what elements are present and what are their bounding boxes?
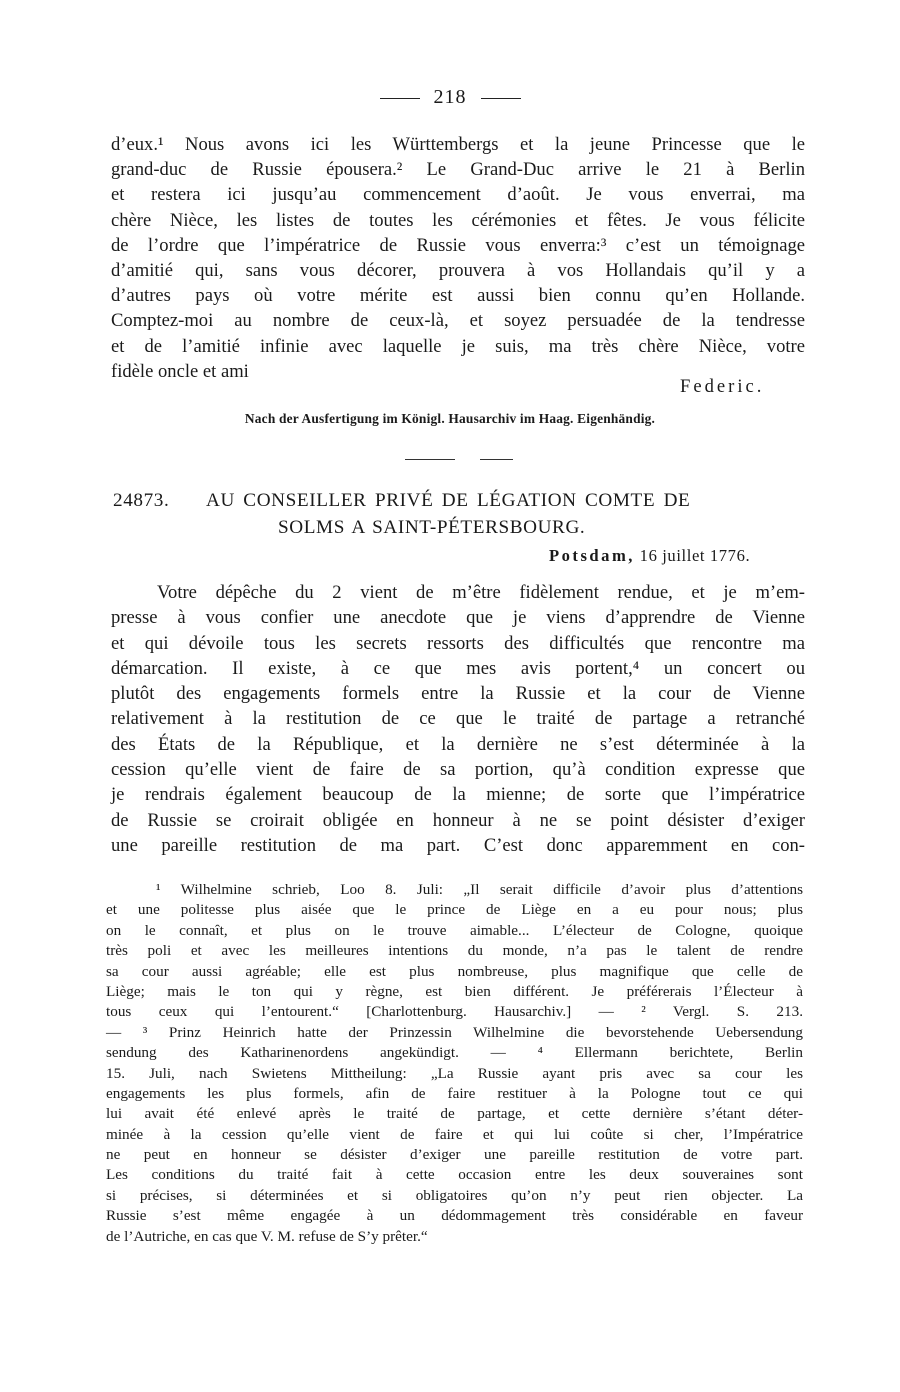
text-line: chère Nièce, les listes de toutes les cérémonies et fêtes. Je vous félicite <box>111 209 805 231</box>
dateline <box>549 546 750 566</box>
section-rule-left <box>405 459 455 460</box>
text-line: je rendrais également beaucoup de la mienne; de sorte que l’impératrice <box>111 784 805 806</box>
footnote-line: très poli et avec les meilleures intentions du monde, n’a pas le talent de rendre <box>106 942 803 960</box>
text-line: d’eux.¹ Nous avons ici les Württembergs et la jeune Princesse que le <box>111 134 805 155</box>
footnote-line: sa cour aussi agréable; elle est plus nombreuse, plus magnifique que celle de <box>106 962 803 980</box>
footnote-line: minée à la cession qu’elle vient de faire et qui lui coûte si cher, l’Impératrice <box>106 1125 803 1143</box>
letter-title-line1: AU CONSEILLER PRIVÉ DE LÉGATION COMTE DE <box>206 490 691 511</box>
letter-body <box>111 580 805 858</box>
letter-closing-text <box>111 132 805 384</box>
section-rule-right <box>480 459 513 460</box>
page-number: 218 <box>433 86 467 108</box>
footnote-line: de l’Autriche, en cas que V. M. refuse de S’y prêter.“ <box>106 1227 428 1245</box>
text-line: plutôt des engagements formels entre la Russie et la cour de Vienne <box>111 683 805 705</box>
footnote-line: 15. Juli, nach Swietens Mittheilung: „La Russie ayant pris avec sa cour les <box>106 1064 803 1082</box>
footnote-line: ne peut en honneur se désister d’exiger une pareille restitution de votre part. <box>106 1146 803 1164</box>
footnotes <box>106 880 803 1247</box>
header-dash-left <box>380 98 420 99</box>
header-dash-right <box>481 98 521 99</box>
footnote-line: Russie s’est même engagée à un dédommagement très considérable en faveur <box>106 1207 803 1225</box>
text-line: et qui dévoile tous les secrets ressorts des difficultés que rencontre ma <box>111 632 805 654</box>
text-line: d’amitié qui, sans vous décorer, prouvera à vos Hollandais qu’il y a <box>111 259 805 281</box>
footnote-line: on le connaît, et plus on le trouve aimable... L’électeur de Cologne, quoique <box>106 921 803 939</box>
footnote-line: et une politesse plus aisée que le prince de Liège en a eu pour nous; plus <box>106 901 803 919</box>
footnote-line: engagements les plus formels, afin de faire restituer à la Pologne tout ce qui <box>106 1084 803 1102</box>
text-line: Comptez-moi au nombre de ceux-là, et soyez persuadée de la tendresse <box>111 310 805 332</box>
footnote-line: Liège; mais le ton qui y règne, est bien différent. Je préférerais l’Électeur à <box>106 982 803 1000</box>
text-line: fidèle oncle et ami <box>111 360 249 382</box>
text-line: Votre dépêche du 2 vient de m’être fidèlement rendue, et je m’em- <box>157 582 805 603</box>
text-line: de l’ordre que l’impératrice de Russie vous enverra:³ c’est un témoignage <box>111 234 805 256</box>
page-header <box>0 86 900 109</box>
footnote-line: si précises, si déterminées et si obligatoires qu’on n’y peut rien objecter. La <box>106 1186 803 1204</box>
dateline-place: Potsdam, <box>549 546 635 565</box>
footnote-line: sendung des Katharinenordens angekündigt. — ⁴ Ellermann berichtete, Berlin <box>106 1044 803 1062</box>
footnote-line: ¹ Wilhelmine schrieb, Loo 8. Juli: „Il serait difficile d’avoir plus d’attentions <box>156 881 803 898</box>
footnote-line: tous ceux qui l’entourent.“ [Charlottenburg. Hausarchiv.] — ² Vergl. S. 213. <box>106 1003 803 1021</box>
text-line: une pareille restitution de ma part. C’est donc apparemment en con- <box>111 834 805 856</box>
source-note: Nach der Ausfertigung im Königl. Hausarchiv im Haag. Eigenhändig. <box>244 411 656 426</box>
text-line: relativement à la restitution de ce que le traité de partage a retranché <box>111 708 805 730</box>
text-line: grand-duc de Russie épousera.² Le Grand-Duc arrive le 21 à Berlin <box>111 159 805 181</box>
dateline-date: 16 juillet 1776. <box>639 546 751 565</box>
signature: Federic. <box>680 376 765 397</box>
text-line: des États de la République, et la dernière ne s’est déterminée à la <box>111 733 805 755</box>
letter-number: 24873. <box>113 490 170 511</box>
text-line: et restera ici jusqu’au commencement d’août. Je vous enverrai, ma <box>111 184 805 206</box>
text-line: d’autres pays où votre mérite est aussi bien connu qu’en Hollande. <box>111 285 805 307</box>
footnote-line: Les conditions du traité fait à cette occasion entre les deux souveraines sont <box>106 1166 803 1184</box>
text-line: presse à vous confier une anecdote que je viens d’apprendre de Vienne <box>111 607 805 629</box>
letter-title-line2: SOLMS A SAINT-PÉTERSBOURG. <box>278 517 586 538</box>
footnote-line: — ³ Prinz Heinrich hatte der Prinzessin Wilhelmine die bevorstehende Uebersendung <box>106 1023 803 1041</box>
text-line: démarcation. Il existe, à ce que mes avis portent,⁴ un concert ou <box>111 657 805 679</box>
footnote-line: lui avait été enlevé après le traité de partage, et cette dernière s’étant déter- <box>106 1105 803 1123</box>
text-line: cession qu’elle vient de faire de sa portion, qu’à condition expresse que <box>111 759 805 781</box>
text-line: et de l’amitié infinie avec laquelle je suis, ma très chère Nièce, votre <box>111 335 805 357</box>
text-line: de Russie se croirait obligée en honneur à ne se point désister d’exiger <box>111 809 805 831</box>
